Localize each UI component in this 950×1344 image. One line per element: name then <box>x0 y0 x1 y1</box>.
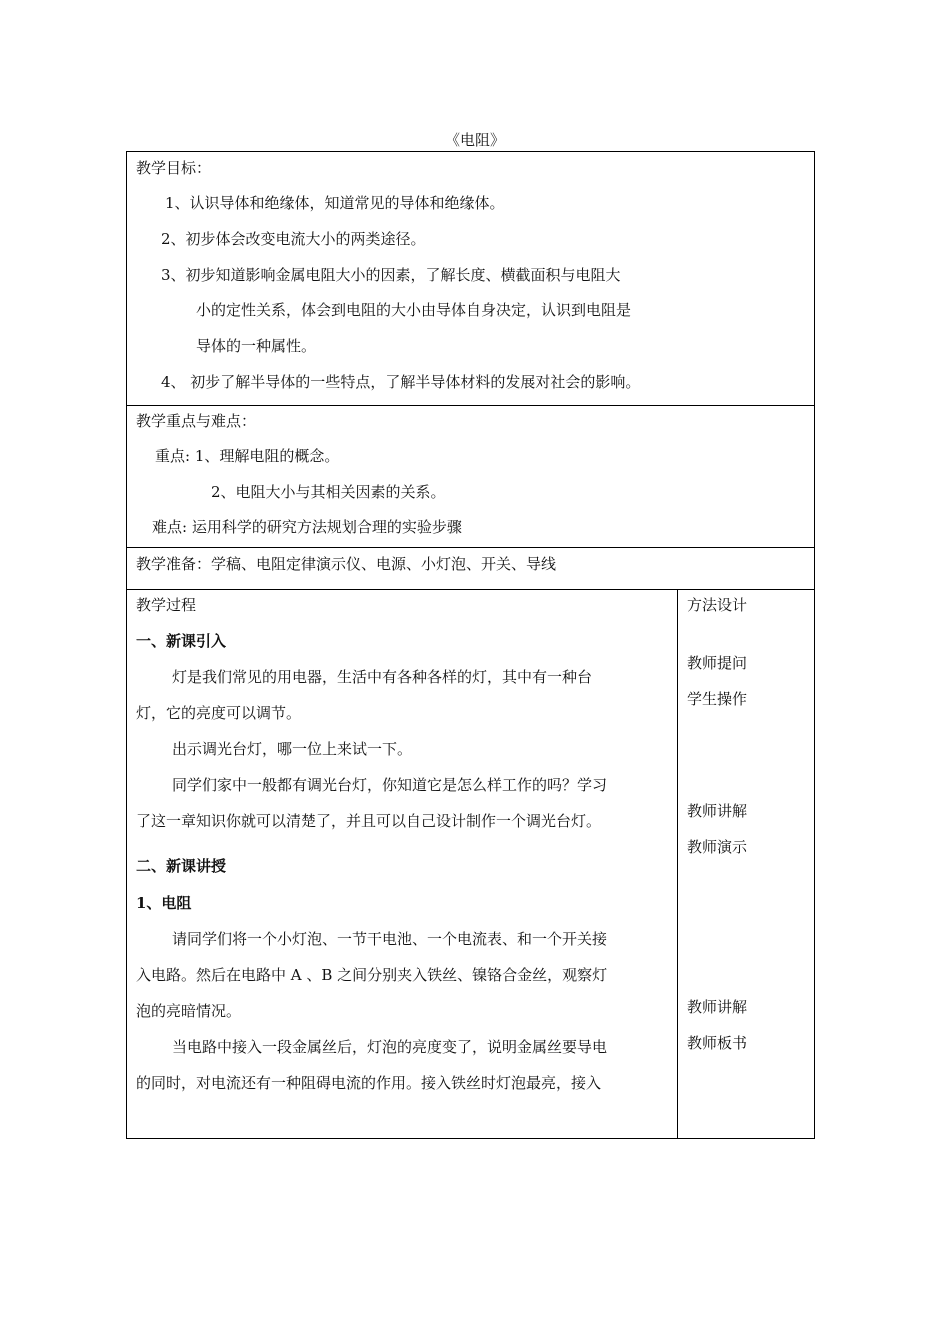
document-title: 《电阻》 <box>444 131 505 149</box>
objective-item: 3、初步知道影响金属电阻大小的因素，了解长度、横截面积与电阻大 <box>161 266 621 284</box>
difficulty-point: 难点: 运用科学的研究方法规划合理的实验步骤 <box>152 518 462 536</box>
method-heading: 方法设计 <box>687 596 748 614</box>
objective-item: 1、认识导体和绝缘体，知道常见的导体和绝缘体。 <box>165 194 505 212</box>
method-item: 教师板书 <box>687 1034 748 1052</box>
process-paragraph-line: 的同时，对电流还有一种阻碍电流的作用。接入铁丝时灯泡最亮，接入 <box>136 1074 602 1092</box>
section-teaching-heading: 二、新课讲授 <box>136 857 227 875</box>
process-paragraph-line: 当电路中接入一段金属丝后，灯泡的亮度变了，说明金属丝要导电 <box>172 1038 608 1056</box>
focus-point-1: 重点: 1、理解电阻的概念。 <box>155 447 340 465</box>
method-item: 教师讲解 <box>687 802 748 820</box>
preparation-section <box>127 548 814 590</box>
process-paragraph-line: 了这一章知识你就可以清楚了，并且可以自己设计制作一个调光台灯。 <box>136 812 602 830</box>
method-item: 学生操作 <box>687 690 748 708</box>
key-points-heading: 教学重点与难点： <box>136 412 257 430</box>
objective-item: 小的定性关系，体会到电阻的大小由导体自身决定，认识到电阻是 <box>196 301 632 319</box>
process-heading: 教学过程 <box>136 596 197 614</box>
method-item: 教师讲解 <box>687 998 748 1016</box>
objective-item: 导体的一种属性。 <box>196 337 317 355</box>
column-divider <box>677 590 678 1138</box>
subsection-resistance-heading: 1、电阻 <box>136 894 192 912</box>
preparation-text: 教学准备：学稿、电阻定律演示仪、电源、小灯泡、开关、导线 <box>136 555 557 573</box>
process-paragraph-line: 泡的亮暗情况。 <box>136 1002 242 1020</box>
method-item: 教师演示 <box>687 838 748 856</box>
process-paragraph-line: 入电路。然后在电路中 A 、B 之间分别夹入铁丝、镍铬合金丝，观察灯 <box>136 966 608 984</box>
section-intro-heading: 一、新课引入 <box>136 632 227 650</box>
objective-item: 4、 初步了解半导体的一些特点，了解半导体材料的发展对社会的影响。 <box>161 373 641 391</box>
lesson-plan-table <box>126 151 815 1139</box>
method-item: 教师提问 <box>687 654 748 672</box>
process-paragraph-line: 灯是我们常见的用电器，生活中有各种各样的灯，其中有一种台 <box>172 668 593 686</box>
objectives-section <box>127 152 814 406</box>
objective-item: 2、初步体会改变电流大小的两类途径。 <box>161 230 426 248</box>
focus-point-2: 2、电阻大小与其相关因素的关系。 <box>211 483 446 501</box>
process-paragraph-line: 请同学们将一个小灯泡、一节干电池、一个电流表、和一个开关接 <box>172 930 608 948</box>
objectives-heading: 教学目标： <box>136 159 212 177</box>
process-paragraph-line: 出示调光台灯，哪一位上来试一下。 <box>172 740 413 758</box>
key-points-section <box>127 406 814 548</box>
process-paragraph-line: 灯，它的亮度可以调节。 <box>136 704 302 722</box>
process-paragraph-line: 同学们家中一般都有调光台灯，你知道它是怎么样工作的吗？学习 <box>172 776 608 794</box>
